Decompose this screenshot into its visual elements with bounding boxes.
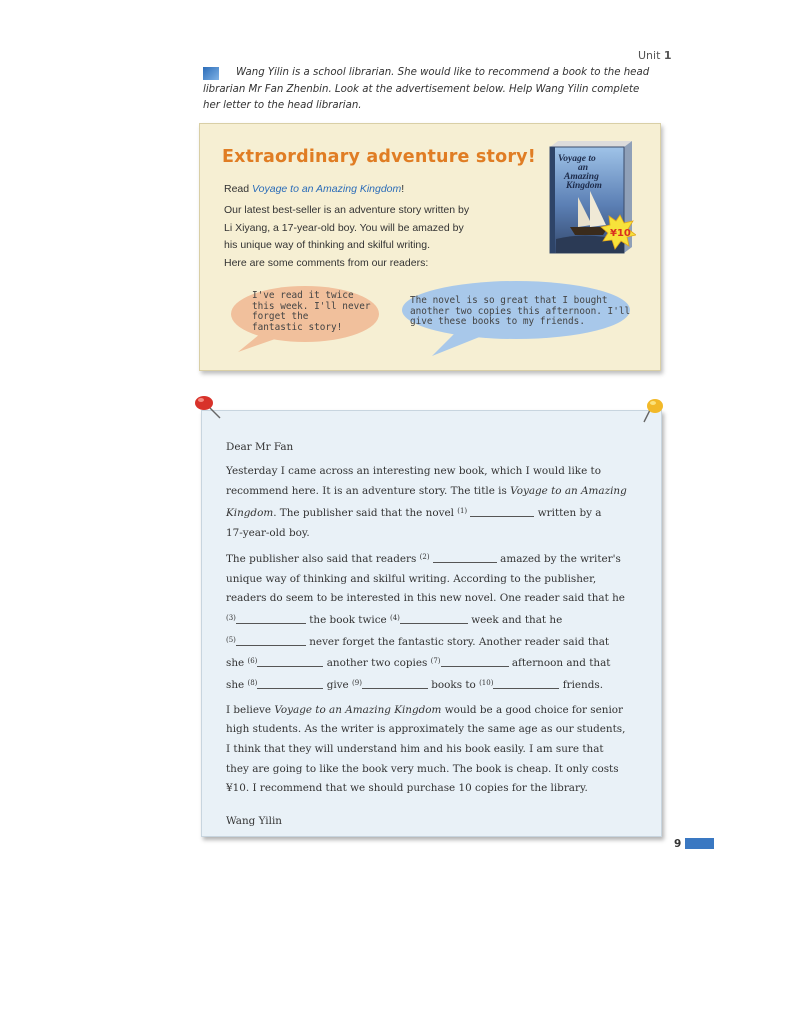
book-cover-image xyxy=(548,139,636,255)
book-price: ¥10 xyxy=(610,228,631,239)
unit-label-text: Unit xyxy=(638,49,661,62)
comment-1-line: I've read it twice xyxy=(252,290,354,301)
letter-text: . The publisher said that the novel xyxy=(273,506,458,519)
letter-book-title: Voyage to an Amazing Kingdom xyxy=(274,703,442,716)
letter-text: afternoon and that xyxy=(508,657,611,670)
ad-body-line: his unique way of thinking and skilful writing. xyxy=(224,239,431,251)
letter-text: written by a xyxy=(534,506,602,519)
letter-text: amazed by the writer's xyxy=(496,552,621,565)
letter-text: I believe xyxy=(226,703,275,716)
letter-text: another two copies xyxy=(323,657,431,670)
blank-number: (2) xyxy=(419,552,430,561)
letter-text: unique way of thinking and skilful writing. According to the publisher, xyxy=(226,572,597,585)
ad-read-line xyxy=(224,183,404,195)
letter-text: friends. xyxy=(559,679,604,692)
blank-2[interactable] xyxy=(433,551,497,563)
book-cover-line2: an xyxy=(578,163,589,173)
letter-paragraph-2 xyxy=(226,548,641,696)
instruction-text: Wang Yilin is a school librarian. She would like to recommend a book to the head librarian Mr Fan Zhenbin. Look at the advertisement below. Help Wang Yilin complete her letter to the head librarian. xyxy=(203,67,650,111)
page-number-bar xyxy=(685,838,714,849)
comment-2 xyxy=(410,296,630,328)
letter-text: books to xyxy=(427,679,480,692)
letter-text: ¥10. I recommend that we should purchase 10 copies for the library. xyxy=(226,782,588,795)
letter-paragraph-1 xyxy=(226,462,641,543)
letter-text: give xyxy=(323,679,353,692)
ad-title: Extraordinary adventure story! xyxy=(222,147,536,167)
blank-number: (8) xyxy=(247,679,258,688)
ad-body-line: Li Xiyang, a 17-year-old boy. You will be amazed by xyxy=(224,221,464,234)
blank-number: (3) xyxy=(226,614,236,622)
letter-signature: Wang Yilin xyxy=(226,815,282,828)
page-number: 9 xyxy=(674,838,682,850)
blank-number: (5) xyxy=(226,635,236,644)
blank-number: (4) xyxy=(389,614,400,622)
ad-body-line: Our latest best-seller is an adventure story written by xyxy=(224,204,470,216)
advertisement-panel xyxy=(199,123,661,371)
letter-paragraph-3 xyxy=(226,701,641,800)
unit-label xyxy=(638,49,672,62)
blank-7[interactable] xyxy=(441,655,509,667)
ad-book-title: Voyage to an Amazing Kingdom xyxy=(252,183,402,195)
blank-number: (1) xyxy=(457,506,468,515)
book-cover-line4: Kingdom xyxy=(566,181,602,191)
letter-text: The publisher also said that readers xyxy=(226,552,420,565)
comment-2-line: The novel is so great that I bought xyxy=(410,295,608,306)
letter-text: readers do seem to be interested in this new novel. One reader said that he xyxy=(226,592,625,605)
blank-10[interactable] xyxy=(493,677,559,689)
comment-1-line: forget the xyxy=(252,311,309,322)
letter-text: they are going to like the book very much. The book is cheap. It only costs xyxy=(226,762,619,775)
letter-text: she xyxy=(226,657,248,670)
letter-text: never forget the fantastic story. Another reader said that xyxy=(305,635,610,648)
blank-4[interactable] xyxy=(400,612,468,624)
blank-5[interactable] xyxy=(236,634,306,646)
comment-1 xyxy=(252,291,371,333)
blank-1[interactable] xyxy=(470,505,534,517)
letter-text: the book twice xyxy=(305,614,390,626)
ad-body xyxy=(224,202,524,272)
letter-text: week and that he xyxy=(467,614,563,626)
blank-9[interactable] xyxy=(362,677,428,689)
ad-read-suffix: ! xyxy=(401,183,405,195)
letter-salutation: Dear Mr Fan xyxy=(226,441,294,453)
blank-number: (7) xyxy=(430,657,441,666)
blank-number: (10) xyxy=(479,679,494,688)
blank-6[interactable] xyxy=(257,655,323,667)
blank-number: (6) xyxy=(247,657,258,666)
comment-2-line: give these books to my friends. xyxy=(410,316,585,327)
blank-8[interactable] xyxy=(257,677,323,689)
letter-text: she xyxy=(226,679,248,692)
comment-1-line: fantastic story! xyxy=(252,321,343,333)
letter-text: recommend here. It is an adventure story. The title is xyxy=(226,485,511,498)
ad-body-line: Here are some comments from our readers: xyxy=(224,256,429,269)
book-cover-line3: Amazing xyxy=(564,172,599,182)
blank-3[interactable] xyxy=(236,612,306,624)
letter-text: high students. As the writer is approximately the same age as our students, xyxy=(226,723,626,736)
letter-book-title: Voyage to an Amazing xyxy=(510,485,627,498)
letter-panel xyxy=(201,410,662,837)
blank-number: (9) xyxy=(352,679,362,688)
letter-text: would be a good choice for senior xyxy=(441,703,624,716)
comment-1-line: this week. I'll never xyxy=(252,300,371,312)
red-pushpin-icon xyxy=(190,392,224,422)
letter-book-title: Kingdom xyxy=(226,506,274,519)
letter-text: Yesterday I came across an interesting new book, which I would like to xyxy=(226,465,601,478)
book-cover-line1: Voyage to xyxy=(558,154,596,164)
ad-read-prefix: Read xyxy=(224,183,253,195)
letter-text: I think that they will understand him and his book easily. I am sure that xyxy=(226,742,604,755)
unit-number: 1 xyxy=(663,49,672,62)
comment-2-line: another two copies this afternoon. I'll xyxy=(410,305,631,317)
letter-text: 17-year-old boy. xyxy=(226,526,310,539)
letter-body xyxy=(226,438,641,836)
yellow-pushpin-icon xyxy=(640,396,668,426)
